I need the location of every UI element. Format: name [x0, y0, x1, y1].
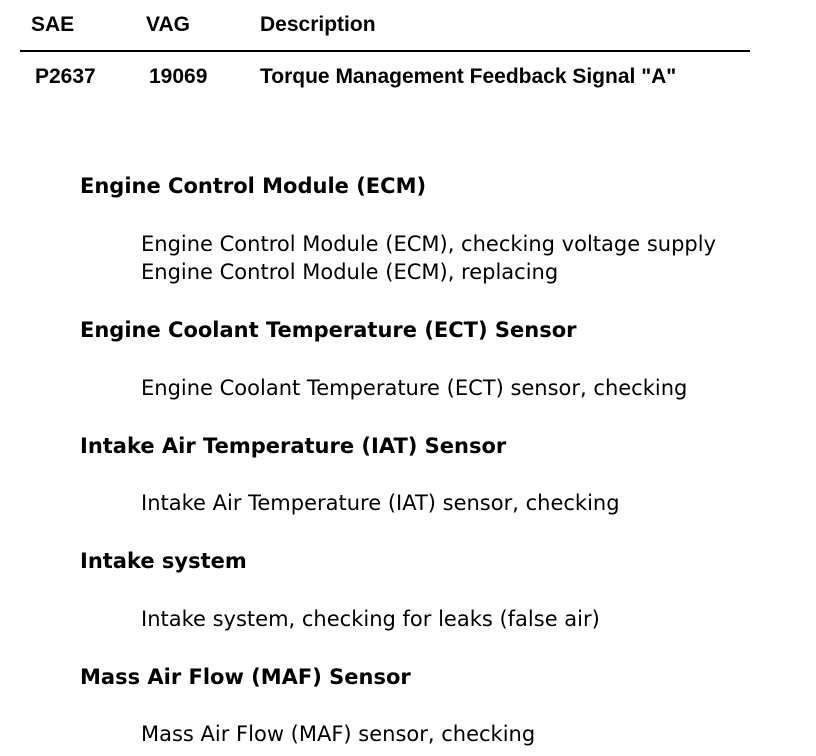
link-ecm-replacing[interactable]: Engine Control Module (ECM), replacing: [141, 260, 559, 284]
section-title-ect-sensor: Engine Coolant Temperature (ECT) Sensor: [80, 318, 577, 342]
dtc-table: [20, 0, 750, 102]
section-title-intake-system: Intake system: [80, 549, 247, 573]
header-vag: VAG: [146, 13, 190, 36]
header-description: Description: [260, 13, 376, 36]
table-row: [20, 52, 750, 102]
table-header: [20, 0, 750, 52]
link-iat-sensor-checking[interactable]: Intake Air Temperature (IAT) sensor, checking: [141, 491, 620, 515]
cell-description: Torque Management Feedback Signal "A": [260, 65, 677, 88]
section-title-iat-sensor: Intake Air Temperature (IAT) Sensor: [80, 434, 507, 458]
link-intake-system-leaks[interactable]: Intake system, checking for leaks (false air): [141, 607, 600, 631]
link-maf-sensor-checking[interactable]: Mass Air Flow (MAF) sensor, checking: [141, 722, 536, 746]
link-ecm-checking-voltage-supply[interactable]: Engine Control Module (ECM), checking voltage supply: [141, 232, 716, 256]
cell-vag-code: 19069: [149, 65, 208, 88]
header-sae: SAE: [31, 13, 75, 36]
cell-sae-code: P2637: [35, 65, 96, 88]
section-title-ecm: Engine Control Module (ECM): [80, 174, 427, 198]
section-title-maf-sensor: Mass Air Flow (MAF) Sensor: [80, 665, 411, 689]
link-ect-sensor-checking[interactable]: Engine Coolant Temperature (ECT) sensor, checking: [141, 376, 688, 400]
